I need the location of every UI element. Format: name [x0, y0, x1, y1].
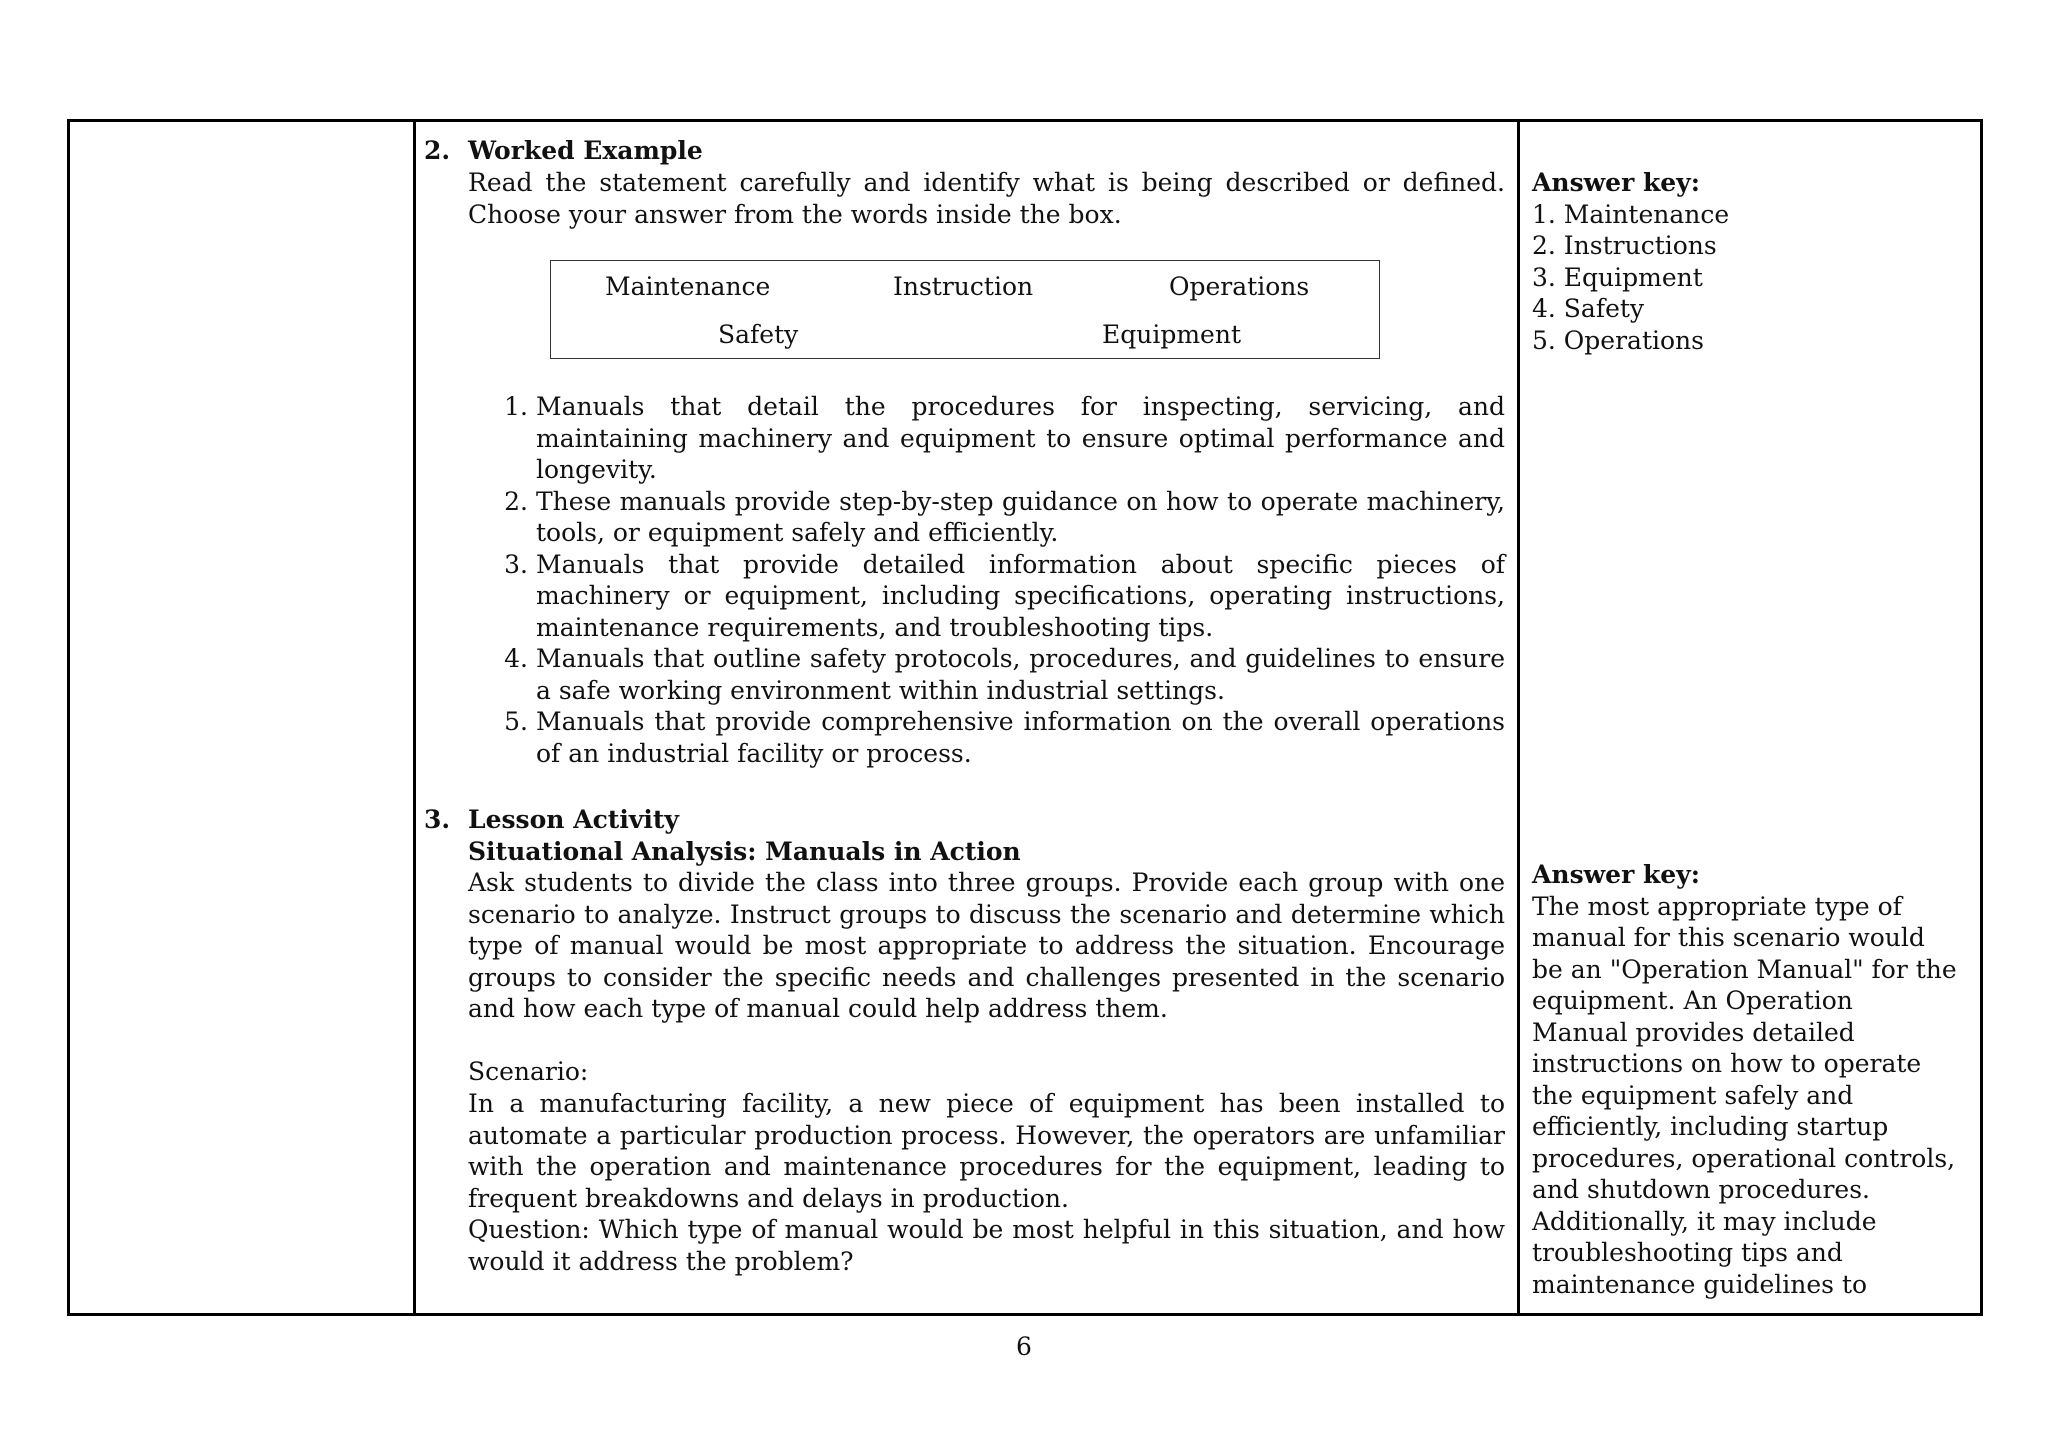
item-number: 5.	[504, 707, 528, 736]
word-choice: Instruction	[893, 272, 1034, 301]
scenario-label: Scenario:	[468, 1057, 589, 1086]
answer-line: Manual provides detailed	[1532, 1017, 1855, 1047]
question-list	[476, 391, 1505, 769]
section-number: 3.	[424, 805, 451, 834]
activity-instruction: Ask students to divide the class into three groups. Provide each group with one scenario to analyze. Instruct groups to discuss the scenario and determine which type of manual would be most appropriate to address the situation. Encourage groups to consider the specific needs and challenges presented in the scenario and how each type of manual could help address them.	[468, 868, 1505, 1023]
answer-key-item: 3. Equipment	[1532, 262, 1703, 292]
section-title: Worked Example	[468, 136, 703, 165]
item-text: Manuals that provide comprehensive information on the overall operations of an industrial facility or process.	[536, 707, 1505, 768]
section-number: 2.	[424, 136, 451, 165]
word-choice-box	[550, 260, 1380, 359]
answer-line: Additionally, it may include	[1532, 1206, 1877, 1236]
answer-key-item: 1. Maintenance	[1532, 199, 1730, 229]
answer-line: manual for this scenario would	[1532, 923, 1925, 952]
answer-key-item: 4. Safety	[1532, 294, 1645, 323]
item-text: Manuals that provide detailed information about specific pieces of machinery or equipment, including specifications, operating instructions, maintenance requirements, and troubleshooting tips.	[536, 549, 1505, 642]
lesson-table	[67, 119, 1983, 1316]
answer-line: instructions on how to operate	[1532, 1049, 1922, 1078]
list-item	[476, 391, 1505, 486]
answer-line: efficiently, including startup	[1532, 1112, 1889, 1141]
word-choice: Maintenance	[605, 272, 771, 301]
answer-key-item: 5. Operations	[1532, 325, 1704, 355]
section-subtitle: Situational Analysis: Manuals in Action	[468, 837, 1021, 866]
answer-key	[1532, 167, 1972, 356]
word-choice: Equipment	[1102, 320, 1242, 349]
list-item	[476, 643, 1505, 706]
content-cell	[416, 122, 1517, 1313]
list-item	[476, 549, 1505, 644]
answer-cell	[1520, 122, 1980, 1313]
section-title: Lesson Activity	[468, 805, 679, 834]
answer-line: and shutdown procedures.	[1532, 1175, 1870, 1204]
section-instruction: Read the statement carefully and identify what is being described or defined. Choose your answer from the words inside the box.	[468, 168, 1505, 229]
item-number: 1.	[504, 392, 528, 421]
answer-key-label: Answer key:	[1532, 860, 1700, 889]
word-choice: Safety	[718, 320, 799, 349]
page-number: 6	[1016, 1332, 1032, 1361]
answer-line: procedures, operational controls,	[1532, 1143, 1956, 1173]
item-text: Manuals that detail the procedures for inspecting, servicing, and maintaining machinery and equipment to ensure optimal performance and longevity.	[536, 392, 1505, 484]
answer-line: The most appropriate type of	[1532, 891, 1902, 921]
list-item	[476, 706, 1505, 769]
answer-key	[1532, 859, 1972, 1300]
answer-line: maintenance guidelines to	[1532, 1269, 1868, 1299]
word-choice: Operations	[1169, 272, 1310, 301]
item-text: These manuals provide step-by-step guidance on how to operate machinery, tools, or equipment safely and efficiently.	[536, 486, 1505, 547]
list-item	[476, 486, 1505, 549]
scenario-text: In a manufacturing facility, a new piece of equipment has been installed to automate a particular production process. However, the operators are unfamiliar with the operation and maintenance procedures for the equipment, leading to frequent breakdowns and delays in production.	[468, 1089, 1505, 1213]
answer-line: troubleshooting tips and	[1532, 1238, 1843, 1267]
answer-line: equipment. An Operation	[1532, 986, 1853, 1015]
item-number: 4.	[504, 644, 528, 673]
item-text: Manuals that outline safety protocols, procedures, and guidelines to ensure a safe working environment within industrial settings.	[536, 644, 1505, 705]
answer-line: the equipment safely and	[1532, 1080, 1854, 1110]
scenario-question: Question: Which type of manual would be most helpful in this situation, and how would it address the problem?	[468, 1215, 1505, 1276]
answer-key-label: Answer key:	[1532, 168, 1700, 197]
item-number: 3.	[504, 549, 528, 579]
answer-key-item: 2. Instructions	[1532, 231, 1717, 260]
item-number: 2.	[504, 486, 528, 516]
answer-line: be an "Operation Manual" for the	[1532, 954, 1957, 984]
